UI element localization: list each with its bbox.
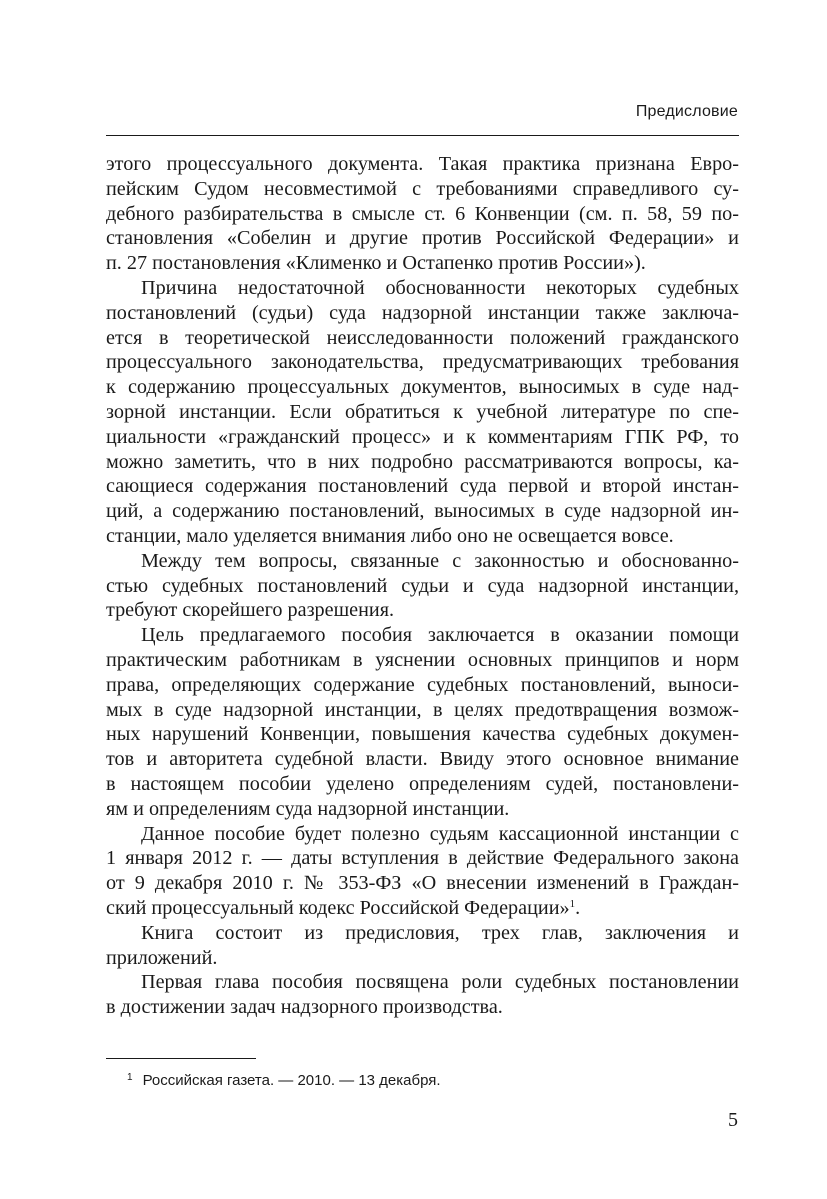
body-text (106, 152, 739, 1020)
paragraph-line: приложений. (106, 946, 218, 969)
paragraph-line: Между тем вопросы, связанные с законностью и обоснованно- (141, 549, 739, 572)
paragraph-line: мых в суде надзорной инстанции, в целях предотвращения возмож- (106, 698, 739, 721)
paragraph-line: Причина недостаточной обоснованности некоторых судебных (141, 276, 739, 299)
paragraph-line: тов и авторитета судебной власти. Ввиду этого основное внимание (106, 748, 739, 771)
paragraph-line: пейским Судом несовместимой с требованиями справедливого су- (106, 177, 739, 200)
footnote-text: Российская газета. — 2010. — 13 декабря. (142, 1072, 441, 1089)
paragraph-line: постановлений (судьи) суда надзорной инстанции также заключа- (106, 301, 739, 324)
paragraph-line: п. 27 постановления «Клименко и Остапенко против России»). (106, 252, 646, 275)
paragraph-line: Данное пособие будет полезно судьям кассационной инстанции с (141, 822, 739, 845)
paragraph-line: сающиеся содержания постановлений суда первой и второй инстан- (106, 475, 739, 498)
footnote-rule (106, 1058, 256, 1059)
paragraph-line: Книга состоит из предисловия, трех глав, заключения и (141, 921, 739, 944)
paragraph-line (106, 896, 739, 921)
footnote (127, 1072, 441, 1090)
paragraph-line: Цель предлагаемого пособия заключается в оказании помощи (141, 624, 739, 647)
footnote-number: 1 (127, 1072, 133, 1083)
header-rule (106, 135, 739, 136)
paragraph-line: в настоящем пособии уделено определениям судей, постановлени- (106, 772, 739, 795)
paragraph-line: дебного разбирательства в смысле ст. 6 Конвенции (см. п. 58, 59 по- (106, 202, 739, 225)
paragraph-line: к содержанию процессуальных документов, выносимых в суде над- (106, 376, 739, 399)
paragraph-line: ций, а содержанию постановлений, выносимых в суде надзорной ин- (106, 500, 739, 523)
running-title: Предисловие (635, 103, 738, 120)
paragraph-line: циальности «гражданский процесс» и к комментариям ГПК РФ, то (106, 425, 739, 448)
paragraph-line: требуют скорейшего разрешения. (106, 599, 395, 622)
paragraph-line: этого процессуального документа. Такая практика признана Евро- (106, 153, 739, 175)
footnote-reference[interactable]: 1 (569, 897, 576, 910)
paragraph-line: ется в теоретической неисследованности положений гражданского (106, 326, 739, 349)
paragraph-line: процессуального законодательства, предусматривающих требования (106, 351, 739, 374)
paragraph-text: . (575, 896, 581, 919)
paragraph-line: стью судебных постановлений судьи и суда надзорной инстанции, (106, 574, 739, 597)
paragraph-line: от 9 декабря 2010 г. № 353-ФЗ «О внесении изменений в Граждан- (106, 872, 739, 895)
paragraph-line: ям и определениям суда надзорной инстанции. (106, 797, 510, 820)
paragraph-line: Первая глава пособия посвящена роли судебных постановлении (141, 971, 739, 994)
page-number: 5 (728, 1109, 738, 1131)
paragraph-text: ский процессуальный кодекс Российской Федерации» (106, 896, 570, 919)
paragraph-line: станции, мало уделяется внимания либо оно не освещается вовсе. (106, 524, 674, 547)
paragraph-line: ных нарушений Конвенции, повышения качества судебных докумен- (106, 723, 739, 746)
paragraph-line: можно заметить, что в них подробно рассматриваются вопросы, ка- (106, 450, 739, 473)
paragraph-line: в достижении задач надзорного производства. (106, 996, 503, 1019)
paragraph-line: зорной инстанции. Если обратиться к учебной литературе по спе- (106, 400, 739, 423)
paragraph-line: становления «Собелин и другие против Российской Федерации» и (106, 227, 739, 250)
paragraph-line: 1 января 2012 г. — даты вступления в действие Федерального закона (106, 847, 739, 870)
paragraph-line: права, определяющих содержание судебных постановлений, выноси- (106, 673, 739, 696)
paragraph-line: практическим работникам в уяснении основных принципов и норм (106, 648, 739, 671)
